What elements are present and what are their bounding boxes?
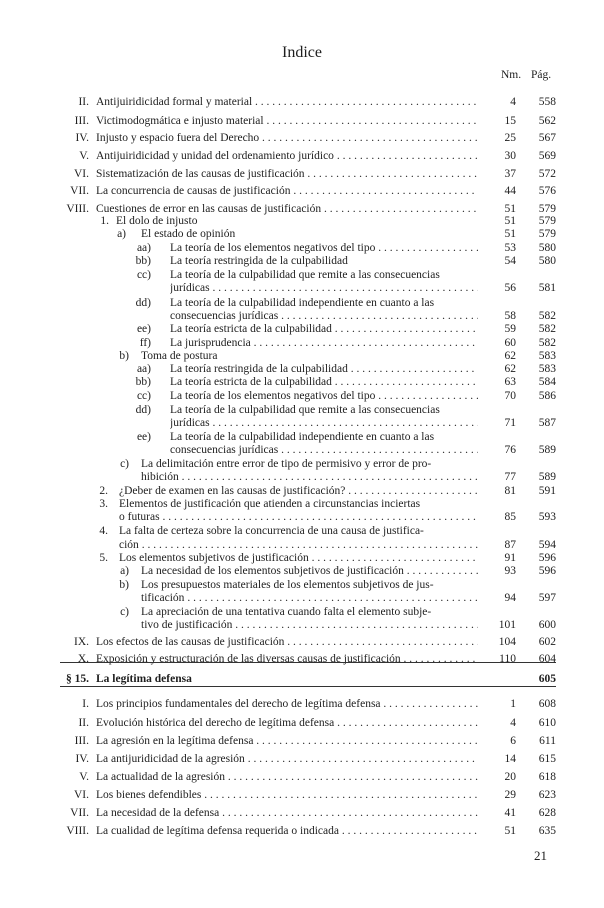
toc-entry-margin-number: 54: [504, 255, 516, 267]
toc-entry-label: La necesidad de los elementos subjetivos de justificación . . .: [141, 564, 478, 578]
toc-entry-margin-number: 60: [504, 337, 516, 349]
toc-entry-number: bb): [135, 255, 151, 267]
toc-entry-label: La antijuridicidad de la agresión . . .: [96, 752, 478, 766]
toc-entry-number: IX.: [73, 636, 89, 648]
toc-entry-label: La teoría de la culpabilidad independiente en cuanto a las: [170, 431, 435, 443]
toc-entry-page: 591: [538, 485, 556, 497]
toc-entry-number: ee): [136, 431, 151, 443]
toc-entry-page: 594: [538, 539, 556, 551]
toc-entry-label: La teoría restringida de la culpabilidad . . .: [170, 362, 478, 376]
toc-entry-label: La delimitación entre error de tipo de permisivo y error de pro-: [141, 458, 432, 470]
toc-entry-number: VII.: [70, 807, 89, 819]
toc-entry-number: b): [119, 350, 129, 362]
toc-entry-number: 1.: [100, 215, 109, 227]
toc-entry-margin-number: 62: [504, 363, 516, 375]
toc-entry-margin-number: 93: [504, 565, 516, 577]
toc-entry-number: X.: [77, 653, 89, 665]
toc-entry-label: Evolución histórica del derecho de legítima defensa . . .: [96, 716, 478, 730]
toc-entry-number: cc): [136, 269, 151, 281]
toc-entry-label: o futuras . . .: [119, 510, 478, 524]
toc-entry-number: II.: [78, 96, 89, 108]
toc-entry-label: tivo de justificación . . .: [141, 618, 478, 632]
toc-entry-number: 5.: [99, 552, 108, 564]
toc-entry-label: Victimodogmática e injusto material . . .: [96, 114, 478, 128]
toc-entry-number: II.: [78, 717, 89, 729]
toc-entry-page: 597: [538, 592, 556, 604]
toc-entry-page: 580: [538, 242, 556, 254]
toc-entry-label: La teoría de los elementos negativos del tipo . . .: [170, 241, 478, 255]
toc-entry-page: 562: [538, 115, 556, 127]
toc-entry-page: 572: [538, 168, 556, 180]
toc-entry-margin-number: 94: [504, 592, 516, 604]
toc-entry-number: IV.: [75, 132, 89, 144]
toc-entry-page: 582: [538, 337, 556, 349]
toc-entry-page: 569: [538, 150, 556, 162]
toc-entry-number: V.: [79, 771, 89, 783]
toc-entry-number: aa): [136, 363, 151, 375]
toc-entry-number: dd): [135, 297, 151, 309]
toc-entry-margin-number: 29: [504, 789, 516, 801]
toc-entry-label: La legítima defensa: [96, 673, 192, 685]
toc-entry-page: 610: [538, 717, 556, 729]
toc-entry-page: 618: [538, 771, 556, 783]
toc-entry-label: La necesidad de la defensa . . .: [96, 806, 478, 820]
toc-entry-page: 582: [538, 310, 556, 322]
toc-entry-margin-number: 44: [504, 185, 516, 197]
toc-entry-label: Los elementos subjetivos de justificación . . .: [119, 551, 478, 565]
toc-entry-margin-number: 77: [504, 471, 516, 483]
toc-entry-number: I.: [82, 698, 89, 710]
toc-entry-margin-number: 1: [510, 698, 516, 710]
toc-entry-page: 604: [538, 653, 556, 665]
toc-entry-number: V.: [79, 150, 89, 162]
page-number: 21: [534, 848, 547, 863]
toc-entry-label: La jurisprudencia . . .: [170, 336, 478, 350]
toc-entry-label: Los principios fundamentales del derecho de legítima defensa . . .: [96, 697, 478, 711]
toc-entry-margin-number: 15: [504, 115, 516, 127]
toc-entry-label: El dolo de injusto: [116, 215, 198, 227]
toc-entry-label: La apreciación de una tentativa cuando falta el elemento subje-: [141, 606, 432, 618]
toc-entry-page: 611: [539, 735, 556, 747]
toc-entry-number: dd): [135, 404, 151, 416]
toc-entry-margin-number: 51: [504, 203, 516, 215]
toc-entry-label: La teoría estricta de la culpabilidad . . .: [170, 375, 478, 389]
toc-entry-number: VIII.: [66, 203, 89, 215]
toc-entry-label: Injusto y espacio fuera del Derecho . . .: [96, 131, 478, 145]
toc-entry-page: 600: [538, 619, 556, 631]
toc-entry-page: 589: [538, 471, 556, 483]
toc-entry-label: La agresión en la legítima defensa . . .: [96, 734, 478, 748]
toc-entry-label: ¿Deber de examen en las causas de justificación? . . .: [119, 484, 478, 498]
toc-entry-label: hibición . . .: [141, 470, 478, 484]
toc-entry-label: La actualidad de la agresión . . .: [96, 770, 478, 784]
toc-entry-label: jurídicas . . .: [170, 416, 478, 430]
toc-entry-margin-number: 6: [510, 735, 516, 747]
toc-entry-margin-number: 14: [504, 753, 516, 765]
toc-entry-margin-number: 59: [504, 323, 516, 335]
toc-entry-label: La cualidad de legítima defensa requerida o indicada . . .: [96, 824, 478, 838]
toc-entry-page: 587: [538, 417, 556, 429]
toc-entry-number: 3.: [99, 498, 108, 510]
toc-entry-page: 615: [538, 753, 556, 765]
toc-entry-number: c): [120, 606, 129, 618]
toc-entry-number: 4.: [99, 525, 108, 537]
toc-entry-margin-number: 91: [504, 552, 516, 564]
toc-entry-number: III.: [74, 115, 89, 127]
toc-entry-label: Los efectos de las causas de justificación . . .: [96, 635, 478, 649]
toc-entry-label: Antijuiridicidad formal y material . . .: [96, 95, 478, 109]
toc-entry-label: jurídicas . . .: [170, 281, 478, 295]
toc-entry-number: bb): [135, 376, 151, 388]
toc-entry-label: La teoría de los elementos negativos del tipo . . .: [170, 389, 478, 403]
toc-entry-label: Elementos de justificación que atienden a circunstancias inciertas: [119, 498, 421, 510]
toc-entry-margin-number: 4: [510, 717, 516, 729]
toc-entry-margin-number: 56: [504, 282, 516, 294]
section-rule-bottom: [60, 686, 556, 687]
toc-entry-margin-number: 110: [499, 653, 516, 665]
toc-entry-margin-number: 51: [504, 215, 516, 227]
toc-entry-number: § 15.: [66, 673, 89, 685]
toc-entry-label: Exposición y estructuración de las diversas causas de justificación . . .: [96, 652, 478, 666]
toc-entry-margin-number: 76: [504, 444, 516, 456]
toc-entry-margin-number: 63: [504, 376, 516, 388]
toc-entry-label: La teoría restringida de la culpabilidad: [170, 255, 348, 267]
toc-entry-margin-number: 85: [504, 511, 516, 523]
toc-entry-margin-number: 41: [504, 807, 516, 819]
toc-entry-label: tificación . . .: [141, 591, 478, 605]
toc-entry-page: 580: [538, 255, 556, 267]
toc-entry-number: IV.: [75, 753, 89, 765]
toc-entry-number: VIII.: [66, 825, 89, 837]
toc-entry-number: III.: [74, 735, 89, 747]
toc-entry-label: consecuencias jurídicas . . .: [170, 309, 478, 323]
toc-entry-page: 581: [538, 282, 556, 294]
toc-entry-page: 583: [538, 363, 556, 375]
toc-entry-margin-number: 62: [504, 350, 516, 362]
toc-entry-number: a): [120, 565, 129, 577]
toc-entry-margin-number: 53: [504, 242, 516, 254]
toc-entry-label: La concurrencia de causas de justificación . . .: [96, 184, 478, 198]
toc-entry-label: Los bienes defendibles . . .: [96, 788, 478, 802]
toc-entry-number: VI.: [73, 789, 89, 801]
column-header-nm: Nm.: [501, 69, 522, 81]
toc-entry-margin-number: 30: [504, 150, 516, 162]
toc-entry-label: La teoría de la culpabilidad que remite a las consecuencias: [170, 269, 440, 281]
toc-entry-label: ción . . .: [119, 538, 478, 552]
toc-entry-number: a): [117, 228, 126, 240]
toc-entry-page: 584: [538, 376, 556, 388]
toc-entry-page: 635: [538, 825, 556, 837]
toc-entry-page: 596: [538, 552, 556, 564]
toc-entry-page: 582: [538, 323, 556, 335]
toc-entry-number: aa): [136, 242, 151, 254]
toc-entry-label: Toma de postura: [141, 350, 218, 362]
toc-entry-page: 593: [538, 511, 556, 523]
toc-entry-margin-number: 58: [504, 310, 516, 322]
toc-entry-label: El estado de opinión: [141, 228, 236, 240]
toc-entry-label: Cuestiones de error en las causas de justificación . . .: [96, 202, 478, 216]
toc-entry-page: 589: [538, 444, 556, 456]
toc-entry-margin-number: 87: [504, 539, 516, 551]
toc-entry-page: 558: [538, 96, 556, 108]
toc-entry-page: 576: [538, 185, 556, 197]
toc-entry-number: b): [119, 579, 129, 591]
toc-entry-number: VI.: [73, 168, 89, 180]
toc-entry-page: 596: [538, 565, 556, 577]
toc-entry-number: ee): [136, 323, 151, 335]
toc-entry-page: 602: [538, 636, 556, 648]
toc-entry-label: La teoría de la culpabilidad independiente en cuanto a las: [170, 297, 435, 309]
toc-entry-page: 628: [538, 807, 556, 819]
page-title: Indice: [282, 44, 322, 61]
toc-entry-number: 2.: [99, 485, 108, 497]
toc-entry-page: 583: [538, 350, 556, 362]
toc-entry-label: consecuencias jurídicas . . .: [170, 443, 478, 457]
toc-entry-margin-number: 37: [504, 168, 516, 180]
toc-entry-margin-number: 71: [504, 417, 516, 429]
toc-entry-margin-number: 101: [498, 619, 516, 631]
toc-entry-label: Los presupuestos materiales de los elementos subjetivos de jus-: [141, 579, 434, 591]
toc-entry-margin-number: 51: [504, 825, 516, 837]
toc-entry-page: 623: [538, 789, 556, 801]
toc-entry-label: Antijuiridicidad y unidad del ordenamiento jurídico . . .: [96, 149, 478, 163]
toc-entry-margin-number: 25: [504, 132, 516, 144]
toc-entry-number: c): [120, 458, 129, 470]
toc-entry-number: ff): [139, 337, 151, 349]
toc-entry-number: VII.: [70, 185, 89, 197]
toc-entry-margin-number: 104: [498, 636, 516, 648]
toc-entry-page: 579: [538, 203, 556, 215]
column-header-pag: Pág.: [531, 69, 552, 81]
toc-entry-margin-number: 20: [504, 771, 516, 783]
toc-entry-page: 608: [538, 698, 556, 710]
toc-entry-label: La falta de certeza sobre la concurrencia de una causa de justifica-: [119, 525, 424, 537]
toc-entry-margin-number: 81: [504, 485, 516, 497]
toc-entry-page: 567: [538, 132, 556, 144]
toc-entry-label: La teoría de la culpabilidad que remite a las consecuencias: [170, 404, 440, 416]
toc-entry-page: 579: [538, 215, 556, 227]
toc-entry-number: cc): [136, 390, 151, 402]
toc-entry-label: La teoría estricta de la culpabilidad . . .: [170, 322, 478, 336]
toc-entry-page: 605: [538, 673, 556, 685]
section-rule-top: [60, 662, 556, 663]
toc-entry-margin-number: 51: [504, 228, 516, 240]
toc-entry-page: 579: [538, 228, 556, 240]
toc-entry-label: Sistematización de las causas de justificación . . .: [96, 167, 478, 181]
toc-entry-page: 586: [538, 390, 556, 402]
toc-entry-margin-number: 4: [510, 96, 516, 108]
toc-entry-margin-number: 70: [504, 390, 516, 402]
